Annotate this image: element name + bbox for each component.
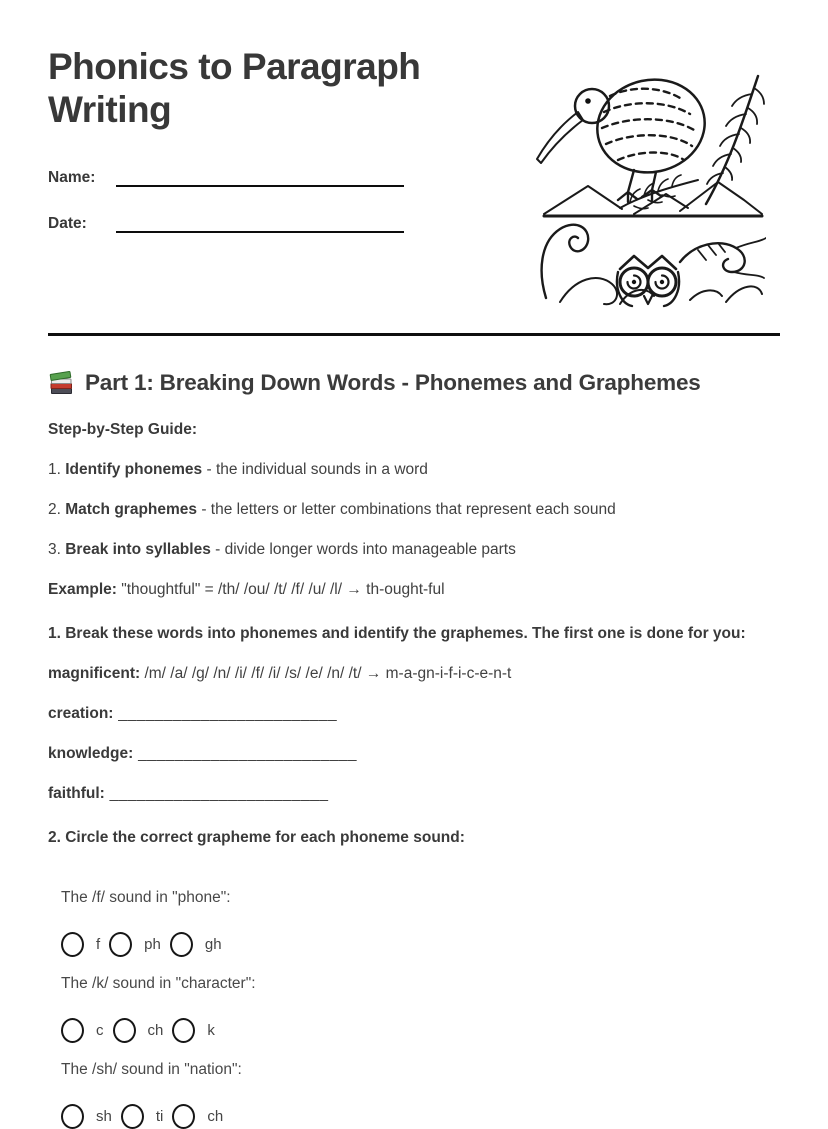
step-2 <box>48 500 780 520</box>
step-2-number: 2. <box>48 501 66 519</box>
step-1-number: 1. <box>48 461 66 479</box>
step-3-number: 3. <box>48 541 66 559</box>
part1-heading <box>48 369 780 396</box>
example-label: Example: <box>48 581 117 599</box>
option-label: ph <box>144 935 161 953</box>
option-circle[interactable] <box>172 1018 195 1043</box>
option-circle[interactable] <box>170 932 193 957</box>
page-title: Phonics to Paragraph Writing <box>48 46 421 130</box>
blank-faithful <box>48 784 780 804</box>
option-circle[interactable] <box>121 1104 144 1129</box>
option-label: sh <box>96 1107 112 1125</box>
question-2-text: The /k/ sound in "character": <box>61 975 256 993</box>
step-3-term: Break into syllables <box>65 541 211 559</box>
books-icon <box>48 369 75 396</box>
option-label: f <box>96 935 101 953</box>
step-1-description: - the individual sounds in a word <box>202 461 428 479</box>
exercise2-prompt: 2. Circle the correct grapheme for each phoneme sound: <box>48 829 465 847</box>
question-1-options <box>61 931 780 957</box>
blank-creation-line[interactable]: ________________________ <box>113 705 338 723</box>
exercise1-prompt: 1. Break these words into phonemes and identify the graphemes. The first one is done for you: <box>48 625 746 643</box>
option-circle[interactable] <box>61 1104 84 1129</box>
question-3-options <box>61 1103 780 1129</box>
blank-knowledge-label: knowledge: <box>48 745 134 763</box>
option-circle[interactable] <box>113 1018 136 1043</box>
blank-creation-label: creation: <box>48 705 114 723</box>
step-3 <box>48 540 780 560</box>
question-1-text: The /f/ sound in "phone": <box>61 889 231 907</box>
date-input-line[interactable] <box>116 211 404 233</box>
guide-label: Step-by-Step Guide: <box>48 421 197 439</box>
solved-word-label: magnificent: <box>48 665 141 683</box>
exercise2-questions <box>48 888 780 1129</box>
blank-knowledge-line[interactable]: ________________________ <box>133 745 357 763</box>
example-text: "thoughtful" = /th/ /ou/ /t/ /f/ /u/ /l/ → th-ought-ful <box>116 581 445 599</box>
step-3-description: - divide longer words into manageable parts <box>210 541 516 559</box>
step-2-term: Match graphemes <box>65 501 198 519</box>
option-label: ti <box>155 1107 164 1125</box>
option-label: gh <box>204 935 222 953</box>
option-circle[interactable] <box>61 1018 84 1043</box>
section-divider <box>48 333 780 336</box>
option-label: k <box>207 1021 215 1039</box>
blank-faithful-line[interactable]: ________________________ <box>104 785 329 803</box>
example-line <box>48 580 780 600</box>
blank-knowledge <box>48 744 780 764</box>
step-2-description: - the letters or letter combinations that represent each sound <box>197 501 616 519</box>
name-label: Name: <box>48 169 96 187</box>
date-label: Date: <box>48 215 87 233</box>
question-3-text: The /sh/ sound in "nation": <box>61 1061 242 1079</box>
option-circle[interactable] <box>109 932 132 957</box>
blank-faithful-label: faithful: <box>48 785 105 803</box>
solved-example <box>48 664 780 684</box>
step-1-term: Identify phonemes <box>65 461 203 479</box>
step-1 <box>48 460 780 480</box>
question-2-options <box>61 1017 780 1043</box>
name-input-line[interactable] <box>116 165 404 187</box>
blank-creation <box>48 704 780 724</box>
solved-word-answer: /m/ /a/ /g/ /n/ /i/ /f/ /i/ /s/ /e/ /n/ /t/ → m-a-gn-i-f-i-c-e-n-t <box>140 665 512 683</box>
part1-heading-text: Part 1: Breaking Down Words - Phonemes and Graphemes <box>85 369 701 395</box>
option-label: ch <box>147 1021 164 1039</box>
option-circle[interactable] <box>172 1104 195 1129</box>
kiwi-illustration <box>530 66 766 308</box>
option-circle[interactable] <box>61 932 84 957</box>
option-label: ch <box>207 1107 224 1125</box>
option-label: c <box>96 1021 104 1039</box>
